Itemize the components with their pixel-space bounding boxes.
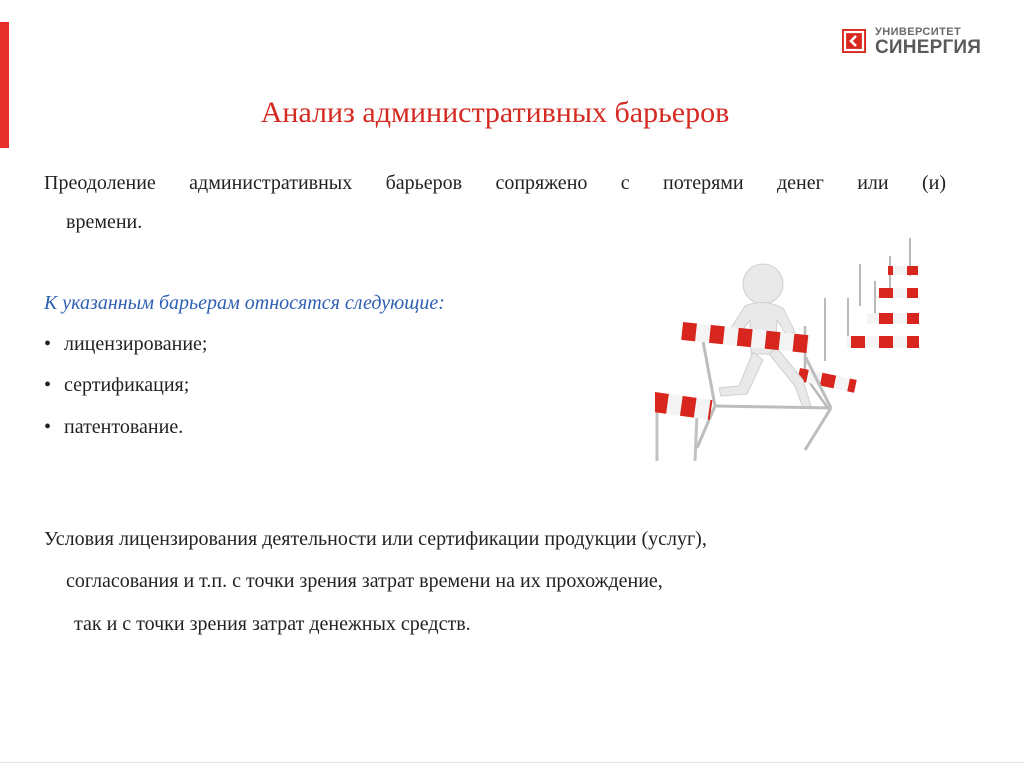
logo-text-top: УНИВЕРСИТЕТ [875,26,962,38]
bullet-icon: • [44,333,52,355]
slide-title: Анализ административных барьеров [260,96,730,129]
bullet-text: патентование. [64,416,184,438]
bottom-divider [0,762,1024,763]
bullet-item [44,374,189,397]
barriers-lead: К указанным барьерам относятся следующие: [44,292,445,314]
logo-text-bottom: СИНЕРГИЯ [875,37,982,58]
conclusion-line-2: согласования и т.п. с точки зрения затрат времени на их прохождение, [66,570,663,592]
bullet-text: сертификация; [64,374,190,396]
bullet-icon: • [44,416,52,438]
intro-line-2: времени. [66,211,143,233]
bullet-item [44,416,183,439]
university-logo [842,24,992,60]
hurdles-figure-icon [655,236,920,461]
logo-mark-icon [842,29,866,53]
bullet-item [44,333,207,356]
bullet-text: лицензирование; [64,333,208,355]
conclusion-line-1: Условия лицензирования деятельности или сертификации продукции (услуг), [44,528,707,550]
intro-line-1: Преодоление административных барьеров сопряжено с потерями денег или (и) [44,172,946,194]
bullet-icon: • [44,374,52,396]
conclusion-line-3: так и с точки зрения затрат денежных средств. [74,613,471,635]
